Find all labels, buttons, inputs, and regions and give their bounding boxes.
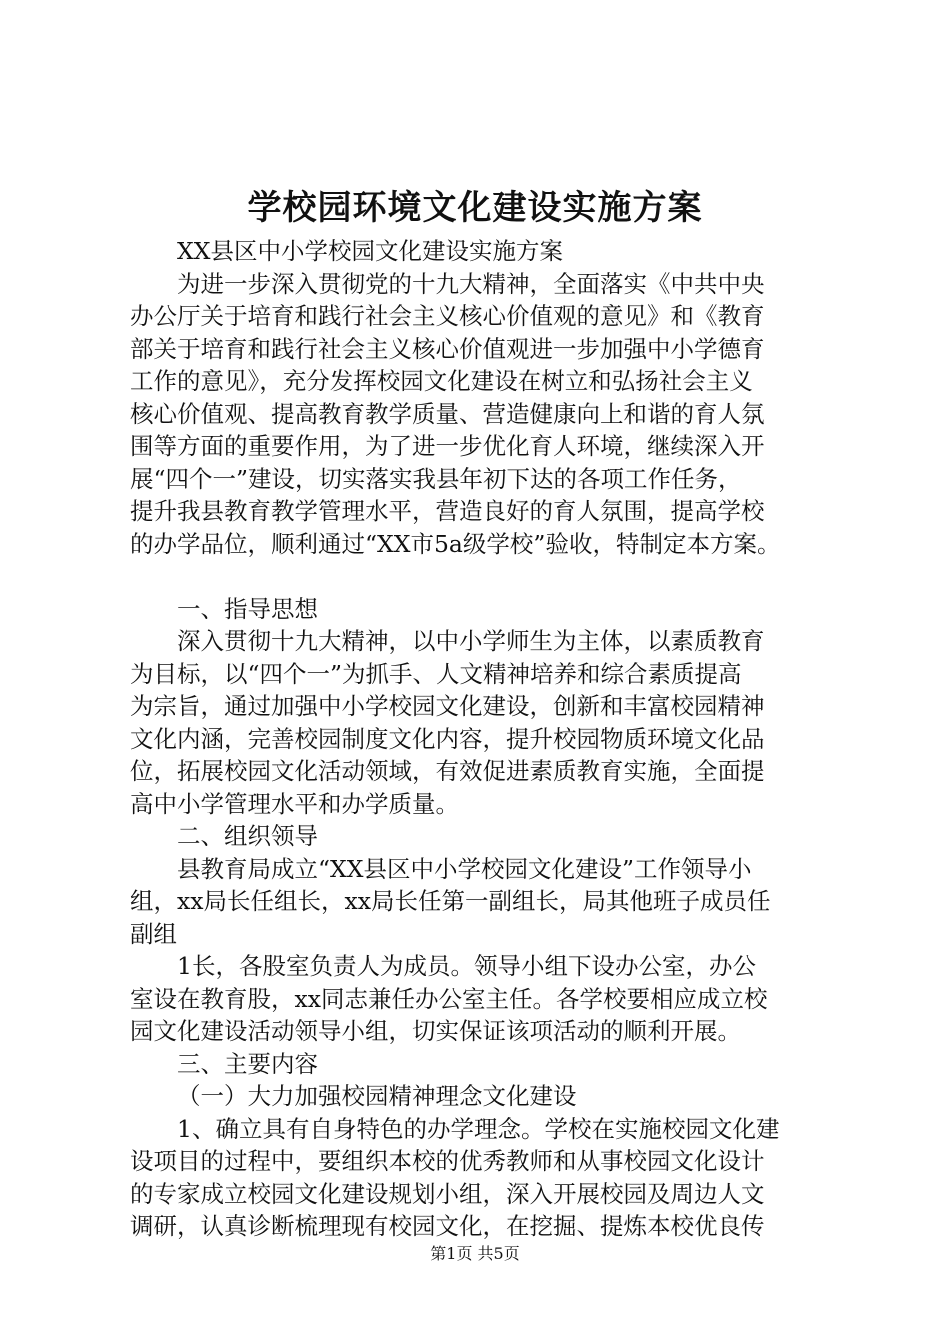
guiding-paragraph-line: 为目标，以“四个一”为抓手、人文精神培养和综合素质提高 [130, 659, 742, 688]
content-paragraph-line: 1、确立具有自身特色的办学理念。学校在实施校园文化建 [177, 1114, 780, 1143]
guiding-paragraph-line: 位，拓展校园文化活动领域，有效促进素质教育实施，全面提 [130, 757, 765, 785]
leadership-paragraph-line: 1长，各股室负责人为成员。领导小组下设办公室，办公 [177, 952, 756, 980]
intro-paragraph-line: 为进一步深入贯彻党的十九大精神，全面落实《中共中央 [177, 269, 765, 298]
paragraph-gap [130, 560, 860, 593]
content-paragraph-line: 设项目的过程中，要组织本校的优秀教师和从事校园文化设计 [130, 1147, 765, 1175]
intro-paragraph-line: 围等方面的重要作用，为了进一步优化育人环境，继续深入开 [130, 432, 765, 460]
leadership-paragraph-line: 组，xx局长任组长，xx局长任第一副组长，局其他班子成员任 [130, 887, 771, 915]
intro-paragraph-line: 展“四个一”建设，切实落实我县年初下达的各项工作任务， [130, 464, 742, 493]
section-heading: 一、指导思想 [177, 594, 318, 623]
guiding-paragraph-line: 为宗旨，通过加强中小学校园文化建设，创新和丰富校园精神 [130, 692, 765, 720]
intro-paragraph-line: 部关于培育和践行社会主义核心价值观进一步加强中小学德育 [130, 334, 765, 363]
section-heading: 二、组织领导 [177, 822, 318, 850]
guiding-paragraph-line: 高中小学管理水平和办学质量。 [130, 789, 459, 818]
intro-paragraph-line: 工作的意见》，充分发挥校园文化建设在树立和弘扬社会主义 [130, 367, 753, 395]
intro-paragraph-line: 的办学品位，顺利通过“XX市5a级学校”验收，特制定本方案。 [130, 529, 781, 558]
leadership-paragraph-line: 县教育局成立“XX县区中小学校园文化建设”工作领导小 [177, 854, 752, 883]
subtitle-line: XX县区中小学校园文化建设实施方案 [177, 237, 563, 265]
document-title: 学校园环境文化建设实施方案 [247, 188, 703, 228]
guiding-paragraph-line: 文化内涵，完善校园制度文化内容，提升校园物质环境文化品 [130, 724, 765, 753]
intro-paragraph-line: 核心价值观、提高教育教学质量、营造健康向上和谐的育人氛 [130, 399, 765, 428]
intro-paragraph-line: 提升我县教育教学管理水平，营造良好的育人氛围，提高学校 [130, 497, 765, 525]
intro-paragraph-line: 办公厅关于培育和践行社会主义核心价值观的意见》和《教育 [130, 302, 765, 330]
page-footer: 第1页 共5页 [430, 1244, 520, 1263]
leadership-paragraph-line: 室设在教育股，xx同志兼任办公室主任。各学校要相应成立校 [130, 984, 768, 1013]
document-body [130, 235, 860, 1243]
guiding-paragraph-line: 深入贯彻十九大精神，以中小学师生为主体，以素质教育 [177, 627, 765, 655]
content-paragraph-line: 的专家成立校园文化建设规划小组，深入开展校园及周边人文 [130, 1179, 765, 1208]
leadership-paragraph-line: 园文化建设活动领导小组，切实保证该项活动的顺利开展。 [130, 1017, 741, 1045]
leadership-paragraph-line: 副组 [130, 919, 177, 948]
content-paragraph-line: 调研，认真诊断梳理现有校园文化，在挖掘、提炼本校优良传 [130, 1212, 765, 1240]
subsection-heading: （一）大力加强校园精神理念文化建设 [177, 1082, 577, 1110]
section-heading: 三、主要内容 [177, 1049, 318, 1078]
